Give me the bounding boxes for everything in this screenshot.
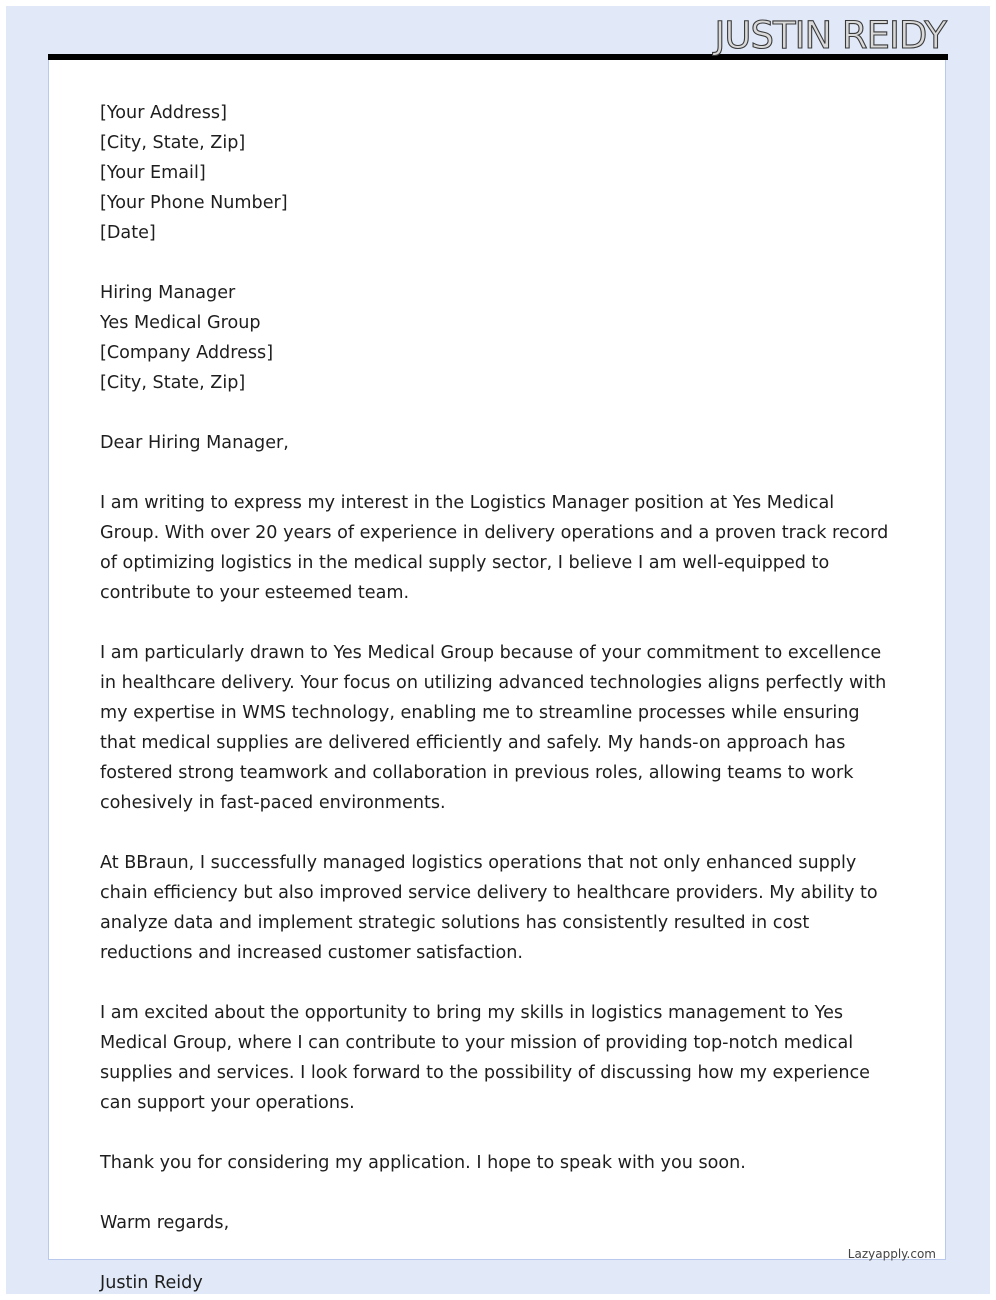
- paragraph-line: Thank you for considering my application. I hope to speak with you soon.: [100, 1153, 746, 1173]
- paragraph-line: of optimizing logistics in the medical supply sector, I believe I am well-equipped to: [100, 553, 830, 573]
- salutation: Dear Hiring Manager,: [100, 433, 289, 453]
- body-paragraph: [100, 1148, 900, 1178]
- body-paragraph: [100, 848, 900, 968]
- recipient-title: Hiring Manager: [100, 283, 236, 303]
- recipient-company: Yes Medical Group: [100, 313, 261, 333]
- recipient-block: [100, 278, 900, 398]
- sender-phone: [Your Phone Number]: [100, 193, 288, 213]
- paragraph-line: supplies and services. I look forward to the possibility of discussing how my experience: [100, 1063, 870, 1083]
- paragraph-line: I am particularly drawn to Yes Medical Group because of your commitment to excellence: [100, 643, 882, 663]
- paragraph-line: contribute to your esteemed team.: [100, 583, 410, 603]
- paragraph-line: I am writing to express my interest in the Logistics Manager position at Yes Medical: [100, 493, 835, 513]
- body-paragraph: [100, 638, 900, 818]
- letter-body: [100, 98, 900, 1238]
- paragraph-line: chain efficiency but also improved service delivery to healthcare providers. My ability to: [100, 883, 878, 903]
- sender-address: [Your Address]: [100, 103, 227, 123]
- paragraph-line: analyze data and implement strategic solutions has consistently resulted in cost: [100, 913, 810, 933]
- footer-brand[interactable]: Lazyapply.com: [847, 1247, 936, 1261]
- sender-city-state-zip: [City, State, Zip]: [100, 133, 246, 153]
- signature: Justin Reidy: [100, 1273, 203, 1293]
- paragraph-line: my expertise in WMS technology, enabling me to streamline processes while ensuring: [100, 703, 860, 723]
- paragraph-line: reductions and increased customer satisfaction.: [100, 943, 524, 963]
- paragraph-line: Group. With over 20 years of experience in delivery operations and a proven track record: [100, 523, 889, 543]
- body-paragraph: [100, 998, 900, 1118]
- paragraph-line: in healthcare delivery. Your focus on utilizing advanced technologies aligns perfectly with: [100, 673, 887, 693]
- paragraph-line: I am excited about the opportunity to bring my skills in logistics management to Yes: [100, 1003, 844, 1023]
- recipient-address: [Company Address]: [100, 343, 274, 363]
- salutation-block: [100, 428, 900, 458]
- paragraph-line: cohesively in fast-paced environments.: [100, 793, 446, 813]
- closing: Warm regards,: [100, 1213, 230, 1233]
- paragraph-line: Medical Group, where I can contribute to your mission of providing top-notch medical: [100, 1033, 854, 1053]
- paragraph-line: can support your operations.: [100, 1093, 355, 1113]
- sender-block: [100, 98, 900, 248]
- sender-email: [Your Email]: [100, 163, 206, 183]
- paragraph-line: that medical supplies are delivered efficiently and safely. My hands-on approach has: [100, 733, 846, 753]
- letter-date: [Date]: [100, 223, 156, 243]
- paragraph-line: At BBraun, I successfully managed logistics operations that not only enhanced supply: [100, 853, 857, 873]
- body-paragraph: [100, 488, 900, 608]
- paragraph-line: fostered strong teamwork and collaboration in previous roles, allowing teams to work: [100, 763, 854, 783]
- closing-block: [100, 1208, 900, 1238]
- header-name: JUSTIN REIDY: [714, 14, 946, 57]
- recipient-city-state-zip: [City, State, Zip]: [100, 373, 246, 393]
